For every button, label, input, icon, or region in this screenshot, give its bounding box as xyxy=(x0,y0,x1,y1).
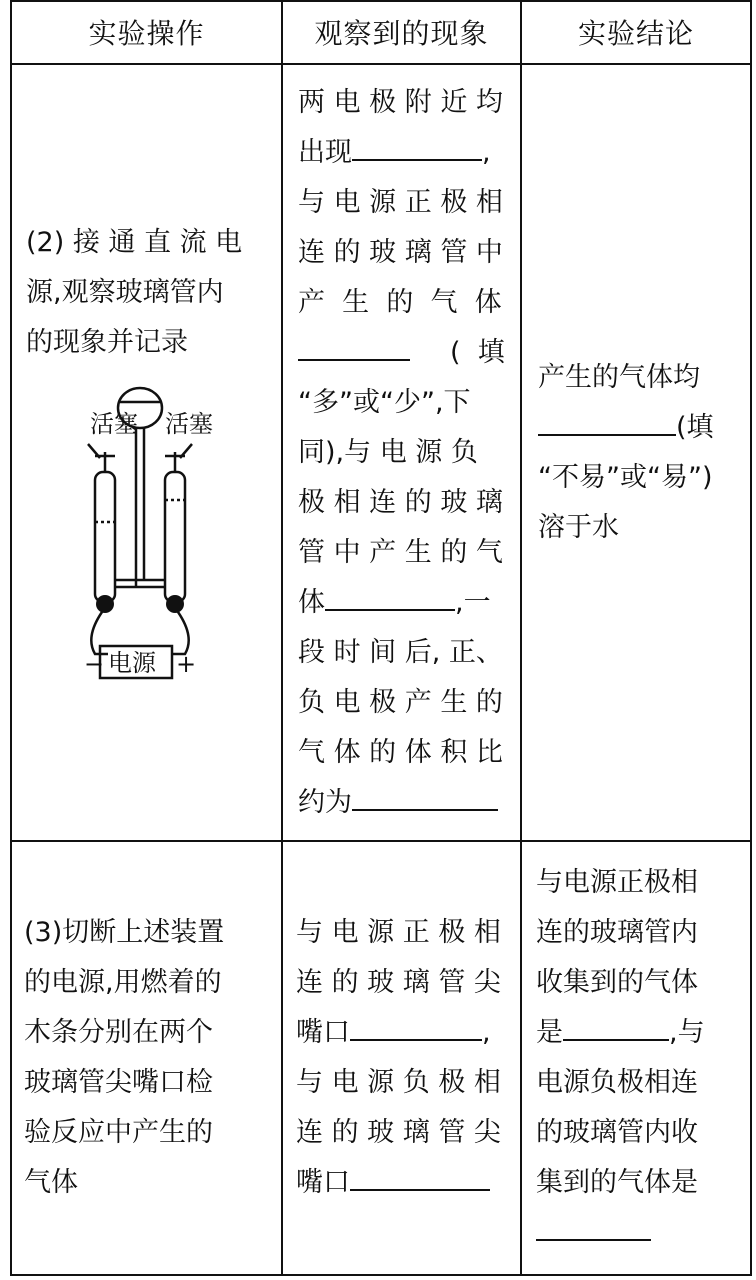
row2-operation-line-1: (2) 接 通 直 流 电 xyxy=(26,227,243,258)
row2-phenomenon-line xyxy=(298,578,491,629)
column-divider-2 xyxy=(520,0,522,1276)
row2-phenomenon-line: 同),与 电 源 负 xyxy=(298,437,478,468)
text-fragment: 约为 xyxy=(298,787,352,818)
text-fragment: , xyxy=(482,137,491,168)
negative-terminal-label: − xyxy=(84,650,105,678)
row3-conclusion-line: 电源负极相连 xyxy=(536,1067,698,1098)
row2-phenomenon-line: 极 相 连 的 玻 璃 xyxy=(298,487,503,518)
row3-phenomenon-line: 与 电 源 正 极 相 xyxy=(296,917,501,948)
text-fragment: ( 填 xyxy=(450,337,505,368)
row3-operation-line: 气体 xyxy=(24,1167,78,1198)
row3-operation-line: 的电源,用燃着的 xyxy=(24,967,222,998)
row2-phenomenon-line: 段 时 间 后, 正、 xyxy=(298,637,503,668)
row2-operation-line-3: 的现象并记录 xyxy=(26,327,188,358)
row3-conclusion-line: 的玻璃管内收 xyxy=(536,1117,698,1148)
row2-phenomenon-line xyxy=(298,128,491,179)
row3-phenomenon-line: 与 电 源 负 极 相 xyxy=(296,1067,501,1098)
text-fragment: 嘴口 xyxy=(296,1167,350,1198)
row2-conclusion-line: 产生的气体均 xyxy=(538,362,700,393)
answer-blank[interactable] xyxy=(538,406,676,436)
row-divider xyxy=(10,840,752,842)
row2-phenomenon-line: 产 生 的 气 体 xyxy=(298,287,502,318)
row2-conclusion-line: “不易”或“易”) xyxy=(538,462,713,493)
row2-operation-line-2: 源,观察玻璃管内 xyxy=(26,277,224,308)
row2-phenomenon-line: 管 中 产 生 的 气 xyxy=(298,537,503,568)
text-fragment: ,一 xyxy=(455,587,491,618)
answer-blank[interactable] xyxy=(350,1161,490,1191)
text-fragment: 是 xyxy=(536,1017,563,1048)
answer-blank[interactable] xyxy=(352,781,498,811)
right-stopcock-label: 活塞 xyxy=(165,410,213,438)
row2-phenomenon-line: 负 电 极 产 生 的 xyxy=(298,687,503,718)
row3-phenomenon-line xyxy=(296,1008,491,1059)
row2-conclusion-line xyxy=(538,403,714,454)
row2-phenomenon-line: 连 的 玻 璃 管 中 xyxy=(298,237,503,268)
row3-conclusion-line xyxy=(536,1208,651,1259)
answer-blank[interactable] xyxy=(352,131,482,161)
positive-terminal-label: + xyxy=(176,650,197,678)
text-fragment: ,与 xyxy=(669,1017,705,1048)
header-operation: 实验操作 xyxy=(88,17,205,50)
row3-phenomenon-line: 连 的 玻 璃 管 尖 xyxy=(296,1117,501,1148)
row3-phenomenon-line: 连 的 玻 璃 管 尖 xyxy=(296,967,501,998)
answer-blank[interactable] xyxy=(563,1011,669,1041)
row3-conclusion-line: 收集到的气体 xyxy=(536,967,698,998)
text-fragment: (填 xyxy=(676,412,714,443)
row3-operation-line: (3)切断上述装置 xyxy=(24,917,225,948)
row3-operation-line: 验反应中产生的 xyxy=(24,1117,213,1148)
text-fragment: 嘴口 xyxy=(296,1017,350,1048)
row2-phenomenon-line: 气 体 的 体 积 比 xyxy=(298,737,503,768)
text-fragment: 出现 xyxy=(298,137,352,168)
row2-phenomenon-line: “多”或“少”,下 xyxy=(298,387,471,418)
answer-blank[interactable] xyxy=(536,1211,651,1241)
row2-phenomenon-line: 两 电 极 附 近 均 xyxy=(298,87,503,118)
row3-conclusion-line xyxy=(536,1008,705,1059)
header-phenomenon: 观察到的现象 xyxy=(314,17,489,50)
row3-operation-line: 玻璃管尖嘴口检 xyxy=(24,1067,213,1098)
left-stopcock-label: 活塞 xyxy=(90,410,138,438)
header-conclusion: 实验结论 xyxy=(577,17,694,50)
answer-blank[interactable] xyxy=(350,1011,482,1041)
text-fragment: , xyxy=(482,1017,491,1048)
row3-conclusion-line: 集到的气体是 xyxy=(536,1167,698,1198)
row3-conclusion-line: 与电源正极相 xyxy=(536,867,698,898)
row2-conclusion-line: 溶于水 xyxy=(538,512,619,543)
electrolysis-apparatus xyxy=(40,372,270,692)
answer-blank[interactable] xyxy=(298,331,410,361)
power-supply-label: 电源 xyxy=(108,649,156,677)
row2-phenomenon-line: 与 电 源 正 极 相 xyxy=(298,187,503,218)
row3-phenomenon-line xyxy=(296,1158,490,1209)
text-fragment: 体 xyxy=(298,587,325,618)
row2-phenomenon-line xyxy=(298,328,505,379)
row2-phenomenon-line xyxy=(298,778,498,829)
column-divider-1 xyxy=(281,0,283,1276)
answer-blank[interactable] xyxy=(325,581,455,611)
row3-operation-line: 木条分别在两个 xyxy=(24,1017,213,1048)
row3-conclusion-line: 连的玻璃管内 xyxy=(536,917,698,948)
